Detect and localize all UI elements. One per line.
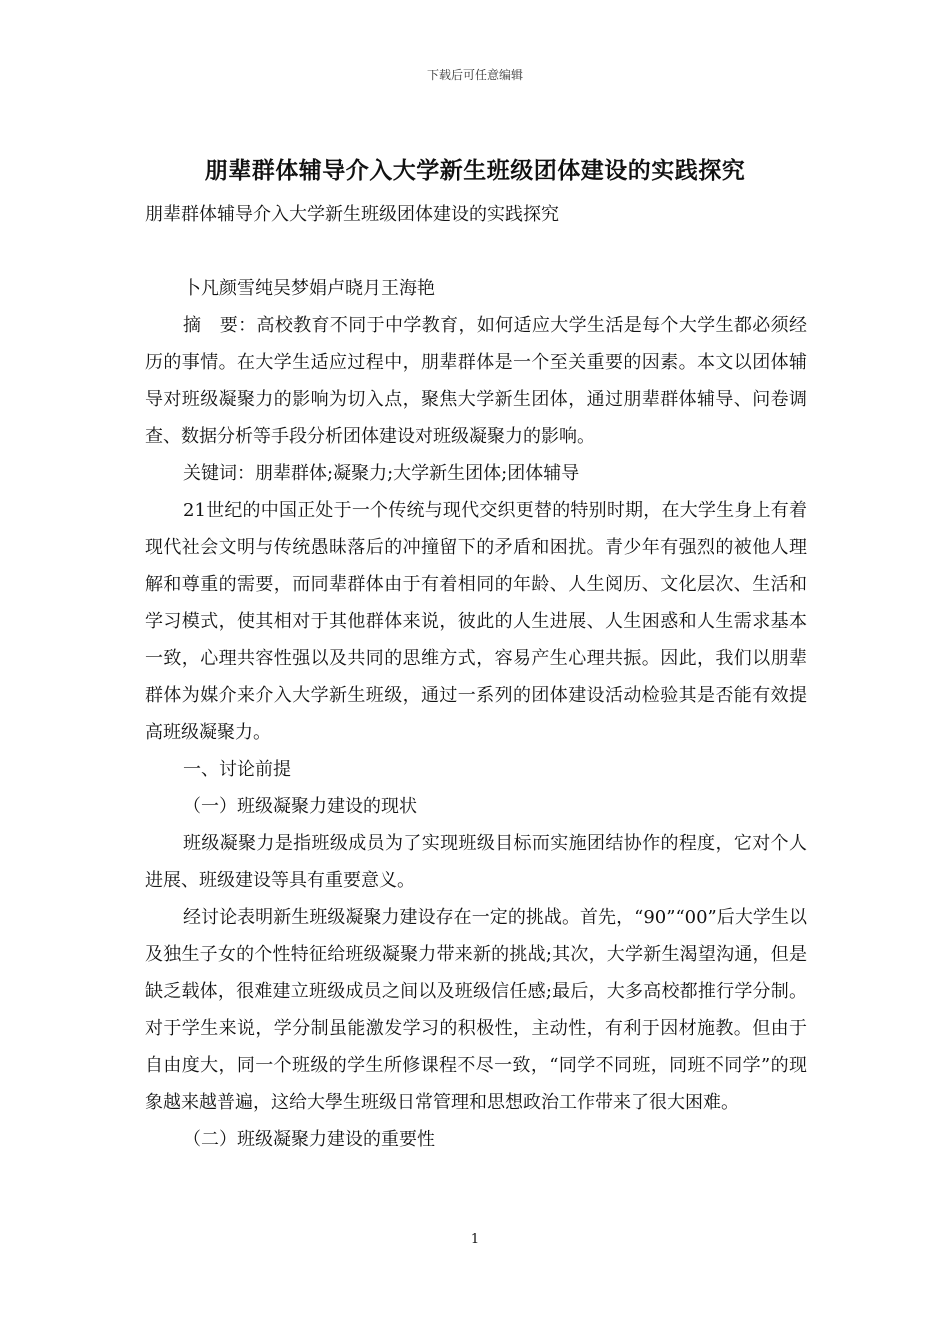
- subsection-heading-1: （一）班级凝聚力建设的现状: [183, 796, 417, 817]
- authors-line: 卜凡颜雪纯吴梦娟卢晓月王海艳: [183, 278, 435, 299]
- document-title: 朋辈群体辅导介入大学新生班级团体建设的实践探究: [204, 157, 746, 184]
- header-note: 下载后可任意编辑: [426, 68, 523, 82]
- document-subtitle: 朋辈群体辅导介入大学新生班级团体建设的实践探究: [145, 204, 559, 225]
- document-body: [145, 196, 807, 1158]
- section-heading-1: 一、讨论前提: [183, 759, 291, 780]
- keywords-line: 关键词：朋辈群体;凝聚力;大学新生团体;团体辅导: [183, 463, 580, 484]
- subsection1-paragraph-2: 经讨论表明新生班级凝聚力建设存在一定的挑战。首先，“90”“00”后大学生以及独生子女的个性特征给班级凝聚力带来新的挑战;其次，大学新生渴望沟通，但是缺乏载体，很难建立班级成员之间以及班级信任感;最后，大多高校都推行学分制。对于学生来说，学分制虽能激发学习的积极性，主动性，有利于因材施教。但由于自由度大，同一个班级的学生所修课程不尽一致，“同学不同班，同班不同学”的现象越来越普遍，这给大學生班级日常管理和思想政治工作带来了很大困难。: [145, 907, 807, 1113]
- subsection1-paragraph-1: 班级凝聚力是指班级成员为了实现班级目标而实施团结协作的程度，它对个人进展、班级建设等具有重要意义。: [145, 833, 807, 891]
- page-number: 1: [470, 1232, 480, 1247]
- intro-paragraph: 21世纪的中国正处于一个传统与现代交织更替的特别时期，在大学生身上有着现代社会文明与传统愚昧落后的冲撞留下的矛盾和困扰。青少年有强烈的被他人理解和尊重的需要，而同辈群体由于有着相同的年龄、人生阅历、文化层次、生活和学习模式，使其相对于其他群体来说，彼此的人生进展、人生困惑和人生需求基本一致，心理共容性强以及共同的思维方式，容易产生心理共振。因此，我们以朋辈群体为媒介来介入大学新生班级，通过一系列的团体建设活动检验其是否能有效提高班级凝聚力。: [145, 500, 807, 743]
- subsection-heading-2: （二）班级凝聚力建设的重要性: [183, 1129, 435, 1150]
- abstract-paragraph: 摘 要：高校教育不同于中学教育，如何适应大学生活是每个大学生都必须经历的事情。在大学生适应过程中，朋辈群体是一个至关重要的因素。本文以团体辅导对班级凝聚力的影响为切入点，聚焦大学新生团体，通过朋辈群体辅导、问卷调查、数据分析等手段分析团体建设对班级凝聚力的影响。: [145, 315, 807, 447]
